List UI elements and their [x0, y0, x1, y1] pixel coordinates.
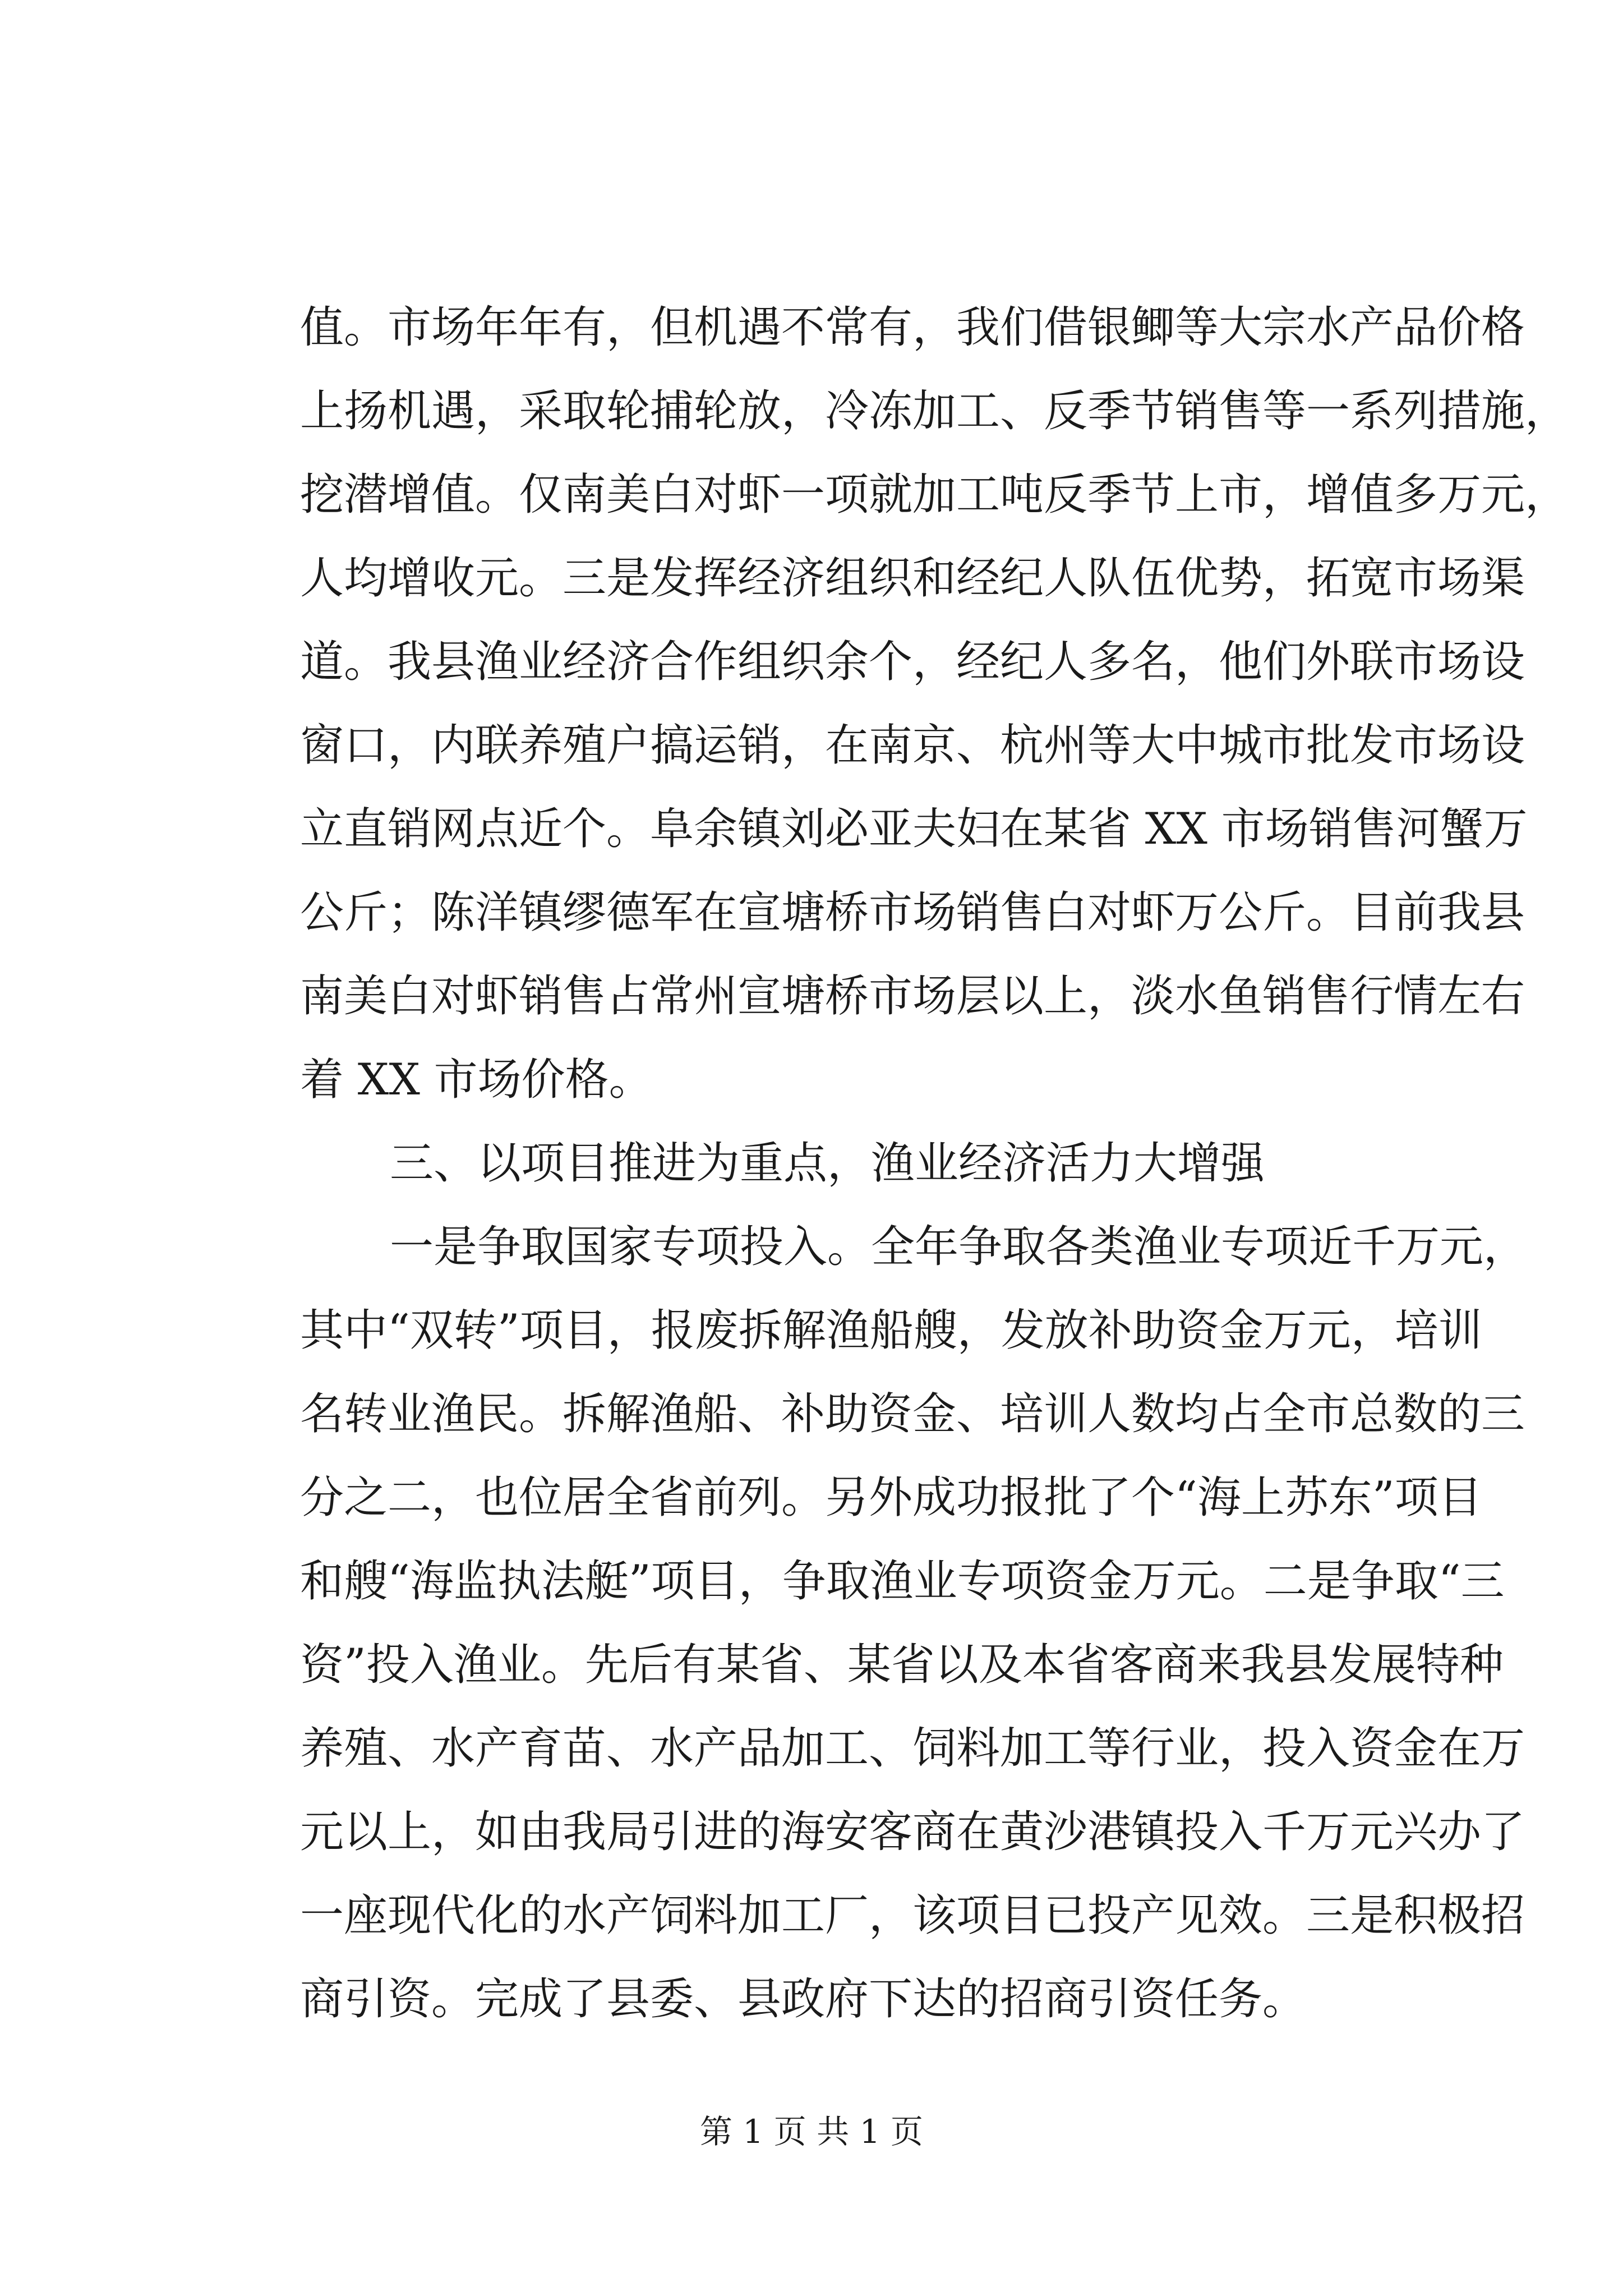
text-line: 道。我县渔业经济合作组织余个，经纪人多名，他们外联市场设 — [300, 637, 1525, 687]
text-line: 值。市场年年有，但机遇不常有，我们借银鲫等大宗水产品价格 — [300, 302, 1525, 353]
body-text — [300, 286, 1569, 2041]
text-line: 元以上，如由我局引进的海安客商在黄沙港镇投入千万元兴办了 — [300, 1807, 1525, 1857]
text-line: 南美白对虾销售占常州宣塘桥市场层以上，淡水鱼销售行情左右 — [300, 971, 1525, 1022]
text-line: 分之二，也位居全省前列。另外成功报批了个“海上苏东”项目 — [300, 1473, 1482, 1523]
text-line: 资”投入渔业。先后有某省、某省以及本省客商来我县发展特种 — [300, 1640, 1504, 1690]
text-line: 人均增收元。三是发挥经济组织和经纪人队伍优势，拓宽市场渠 — [300, 553, 1525, 604]
section-heading: 三、以项目推进为重点，渔业经济活力大增强 — [390, 1138, 1265, 1189]
text-line: 商引资。完成了县委、县政府下达的招商引资任务。 — [300, 1974, 1307, 2024]
text-line: 窗口，内联养殖户搞运销，在南京、杭州等大中城市批发市场设 — [300, 720, 1525, 771]
text-line: 一是争取国家专项投入。全年争取各类渔业专项近千万元， — [390, 1222, 1528, 1272]
text-line: 一座现代化的水产饲料加工厂，该项目已投产见效。三是积极招 — [300, 1890, 1525, 1941]
text-line: 挖潜增值。仅南美白对虾一项就加工吨反季节上市，增值多万元， — [300, 470, 1569, 520]
text-line: 上扬机遇，采取轮捕轮放，冷冻加工、反季节销售等一系列措施， — [300, 386, 1569, 436]
text-line: 着 XX 市场价格。 — [300, 1055, 653, 1105]
text-line: 立直销网点近个。阜余镇刘必亚夫妇在某省 XX 市场销售河蟹万 — [300, 804, 1528, 854]
page-footer: 第 1 页 共 1 页 — [700, 2113, 923, 2151]
text-line: 养殖、水产育苗、水产品加工、饲料加工等行业，投入资金在万 — [300, 1723, 1525, 1774]
text-line: 名转业渔民。拆解渔船、补助资金、培训人数均占全市总数的三 — [300, 1389, 1525, 1439]
text-line: 其中“双转”项目，报废拆解渔船艘，发放补助资金万元，培训 — [300, 1305, 1482, 1356]
text-line: 和艘“海监执法艇”项目，争取渔业专项资金万元。二是争取“三 — [300, 1556, 1505, 1607]
text-line: 公斤；陈洋镇缪德军在宣塘桥市场销售白对虾万公斤。目前我县 — [300, 887, 1525, 938]
